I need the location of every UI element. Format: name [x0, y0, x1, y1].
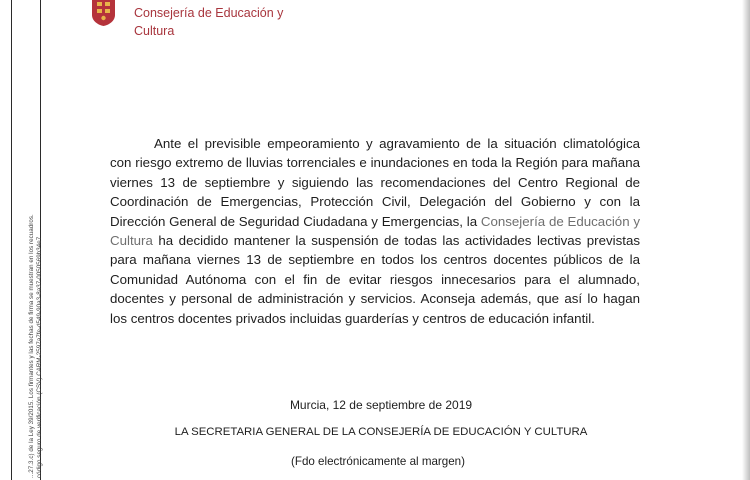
body-text-department: Consejería de Educación y Cultura	[110, 213, 641, 249]
department-line-2: Cultura	[134, 24, 175, 38]
body-text-part-3: ha decidido mantener la suspensión de todas las actividades lectivas previstas para mañana viernes 13 de septiembre en todos los centros docentes públicos de la Comunidad Autónoma con el fin de evitar riesgos innecesarios para el alumnado, docentes y personal de administración y servicios. Aconseja además, que así lo hagan los centros docentes privados incluidas guarderías y centros de educación infantil.	[110, 233, 640, 326]
issuing-department	[134, 4, 283, 40]
margin-line-1: ...27.3.c) de la Ley 39/2015. Los firmantes y las fechas de firma se muestran en los recuadros.	[28, 214, 35, 478]
signer-title: LA SECRETARIA GENERAL DE LA CONSEJERÍA DE EDUCACIÓN Y CULTURA	[174, 426, 588, 438]
margin-verification-text	[28, 214, 44, 478]
margin-line-2: código seguro de verificación (CSV) CARM-2597a7fe-d549-90a3-8a37-0050569b34e7	[36, 236, 43, 478]
murcia-coat-of-arms-icon	[92, 0, 115, 26]
place-and-date: Murcia, 12 de septiembre de 2019	[289, 398, 473, 412]
body-text-part-1: Ante el previsible empeoramiento y agravamiento de la situación climatológica con riesgo extremo de lluvias torrenciales e inundaciones en toda la Región para mañana viernes 13 de septiembre y siguiendo las recomendaciones del Centro Regional de Coordinación de Emergencias, Protección Civil, Delegación del Gobierno y con la Dirección General de Seguridad Ciudadana y Emergencias, la	[110, 136, 640, 229]
department-line-1: Consejería de Educación y	[134, 6, 284, 20]
signature-note: (Fdo electrónicamente al margen)	[291, 455, 465, 468]
letter-body	[110, 134, 640, 328]
photo-edge-shadow	[742, 0, 750, 480]
